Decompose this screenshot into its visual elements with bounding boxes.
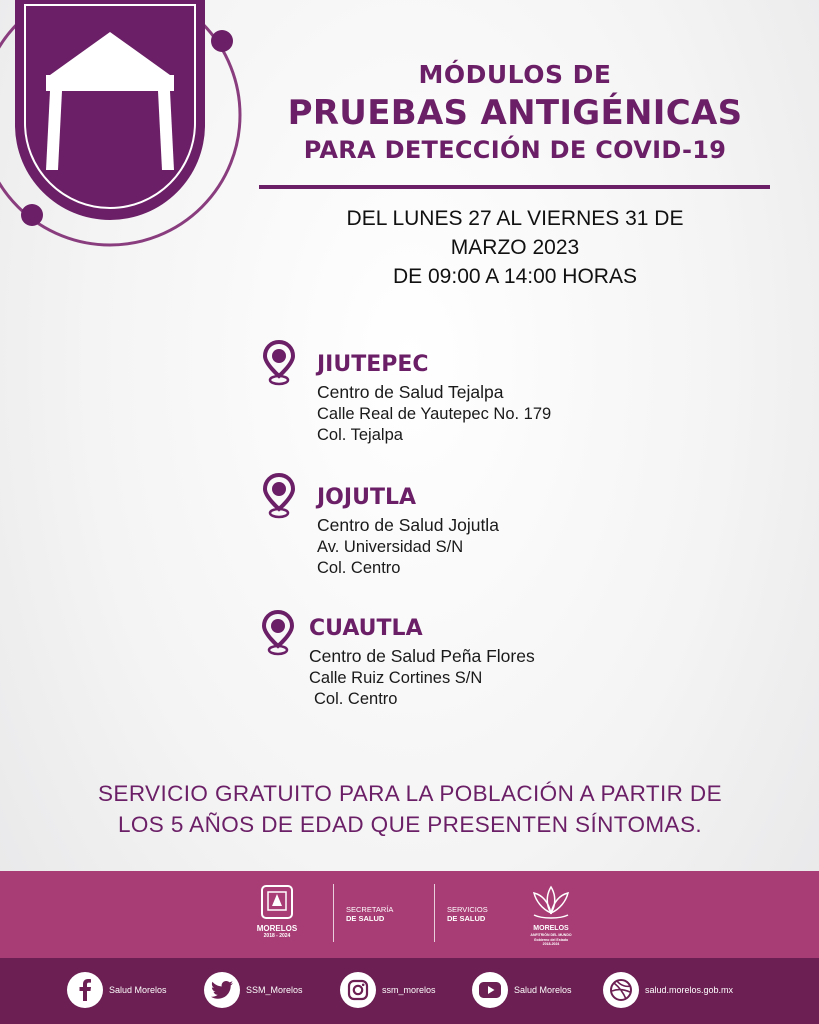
state-shield-icon <box>260 884 294 920</box>
secretaria-line-2: DE SALUD <box>346 914 385 923</box>
social-link-instagram[interactable] <box>340 970 436 1010</box>
footer-divider <box>434 884 435 942</box>
location-name: Centro de Salud Peña Flores <box>309 646 535 666</box>
service-line-2: LOS 5 AÑOS DE EDAD QUE PRESENTEN SÍNTOMAS. <box>117 812 703 837</box>
location-address: Calle Ruiz Cortines S/N <box>309 668 483 687</box>
schedule-line-3: DE 09:00 A 14:00 HORAS <box>393 265 637 288</box>
anfitrion-label: MORELOS <box>533 925 569 932</box>
servicios-line-2: DE SALUD <box>447 914 486 923</box>
social-label: Salud Morelos <box>514 985 572 995</box>
schedule-line-2: MARZO 2023 <box>450 236 580 259</box>
map-pin-icon <box>262 610 294 656</box>
social-link-twitter[interactable] <box>204 970 303 1010</box>
gobierno-label: Gobierno del Estado <box>533 937 569 942</box>
location-colonia: Col. Centro <box>314 690 398 708</box>
tent-emblem-icon <box>0 0 250 255</box>
location-city: CUAUTLA <box>309 616 423 641</box>
service-line-1: SERVICIO GRATUITO PARA LA POBLACIÓN A PARTIR DE <box>98 781 722 806</box>
title-divider <box>259 185 770 189</box>
social-link-facebook[interactable] <box>67 970 167 1010</box>
location-item-cuautla <box>262 610 662 720</box>
location-item-jojutla <box>263 473 663 583</box>
location-address: Calle Real de Yautepec No. 179 <box>317 404 552 423</box>
web-icon <box>603 972 639 1008</box>
title-block <box>255 58 775 166</box>
morelos-state-logo <box>252 884 302 944</box>
location-address: Av. Universidad S/N <box>317 537 464 556</box>
gobierno-years: 2018-2024 <box>542 942 560 946</box>
location-name: Centro de Salud Tejalpa <box>317 382 504 402</box>
location-city: JOJUTLA <box>317 485 416 510</box>
social-link-youtube[interactable] <box>472 970 572 1010</box>
service-note <box>40 778 780 840</box>
secretaria-line-1: SECRETARÍA <box>346 905 394 914</box>
location-item-jiutepec <box>263 340 663 450</box>
social-label: ssm_morelos <box>382 985 436 995</box>
social-link-website[interactable] <box>603 970 733 1010</box>
footer-logo-band <box>0 871 819 958</box>
footer-divider <box>333 884 334 942</box>
lotus-flower-icon <box>528 883 574 921</box>
schedule-line-1: DEL LUNES 27 AL VIERNES 31 DE <box>346 207 684 230</box>
anfitrion-sub: ANFITRIÓN DEL MUNDO <box>530 933 572 937</box>
social-label: SSM_Morelos <box>246 985 303 995</box>
morelos-anfitrion-logo <box>522 883 580 955</box>
location-city: JIUTEPEC <box>317 352 429 377</box>
title-line-1: MÓDULOS DE <box>418 60 612 89</box>
title-line-3: PARA DETECCIÓN DE COVID-19 <box>303 136 727 164</box>
map-pin-icon <box>263 340 295 386</box>
morelos-years: 2018 - 2024 <box>263 933 291 939</box>
twitter-icon <box>204 972 240 1008</box>
social-label: salud.morelos.gob.mx <box>645 985 734 995</box>
servicios-logo <box>447 905 488 923</box>
youtube-icon <box>472 972 508 1008</box>
location-colonia: Col. Centro <box>317 559 401 577</box>
secretaria-logo <box>346 905 393 923</box>
location-name: Centro de Salud Jojutla <box>317 515 499 535</box>
schedule-block <box>300 204 730 291</box>
servicios-line-1: SERVICIOS <box>447 905 488 914</box>
map-pin-icon <box>263 473 295 519</box>
location-colonia: Col. Tejalpa <box>317 426 403 444</box>
tent-logo <box>0 0 250 255</box>
facebook-icon <box>67 972 103 1008</box>
title-line-2: PRUEBAS ANTIGÉNICAS <box>287 93 743 133</box>
instagram-icon <box>340 972 376 1008</box>
morelos-label: MORELOS <box>256 924 298 933</box>
social-label: Salud Morelos <box>109 985 167 995</box>
